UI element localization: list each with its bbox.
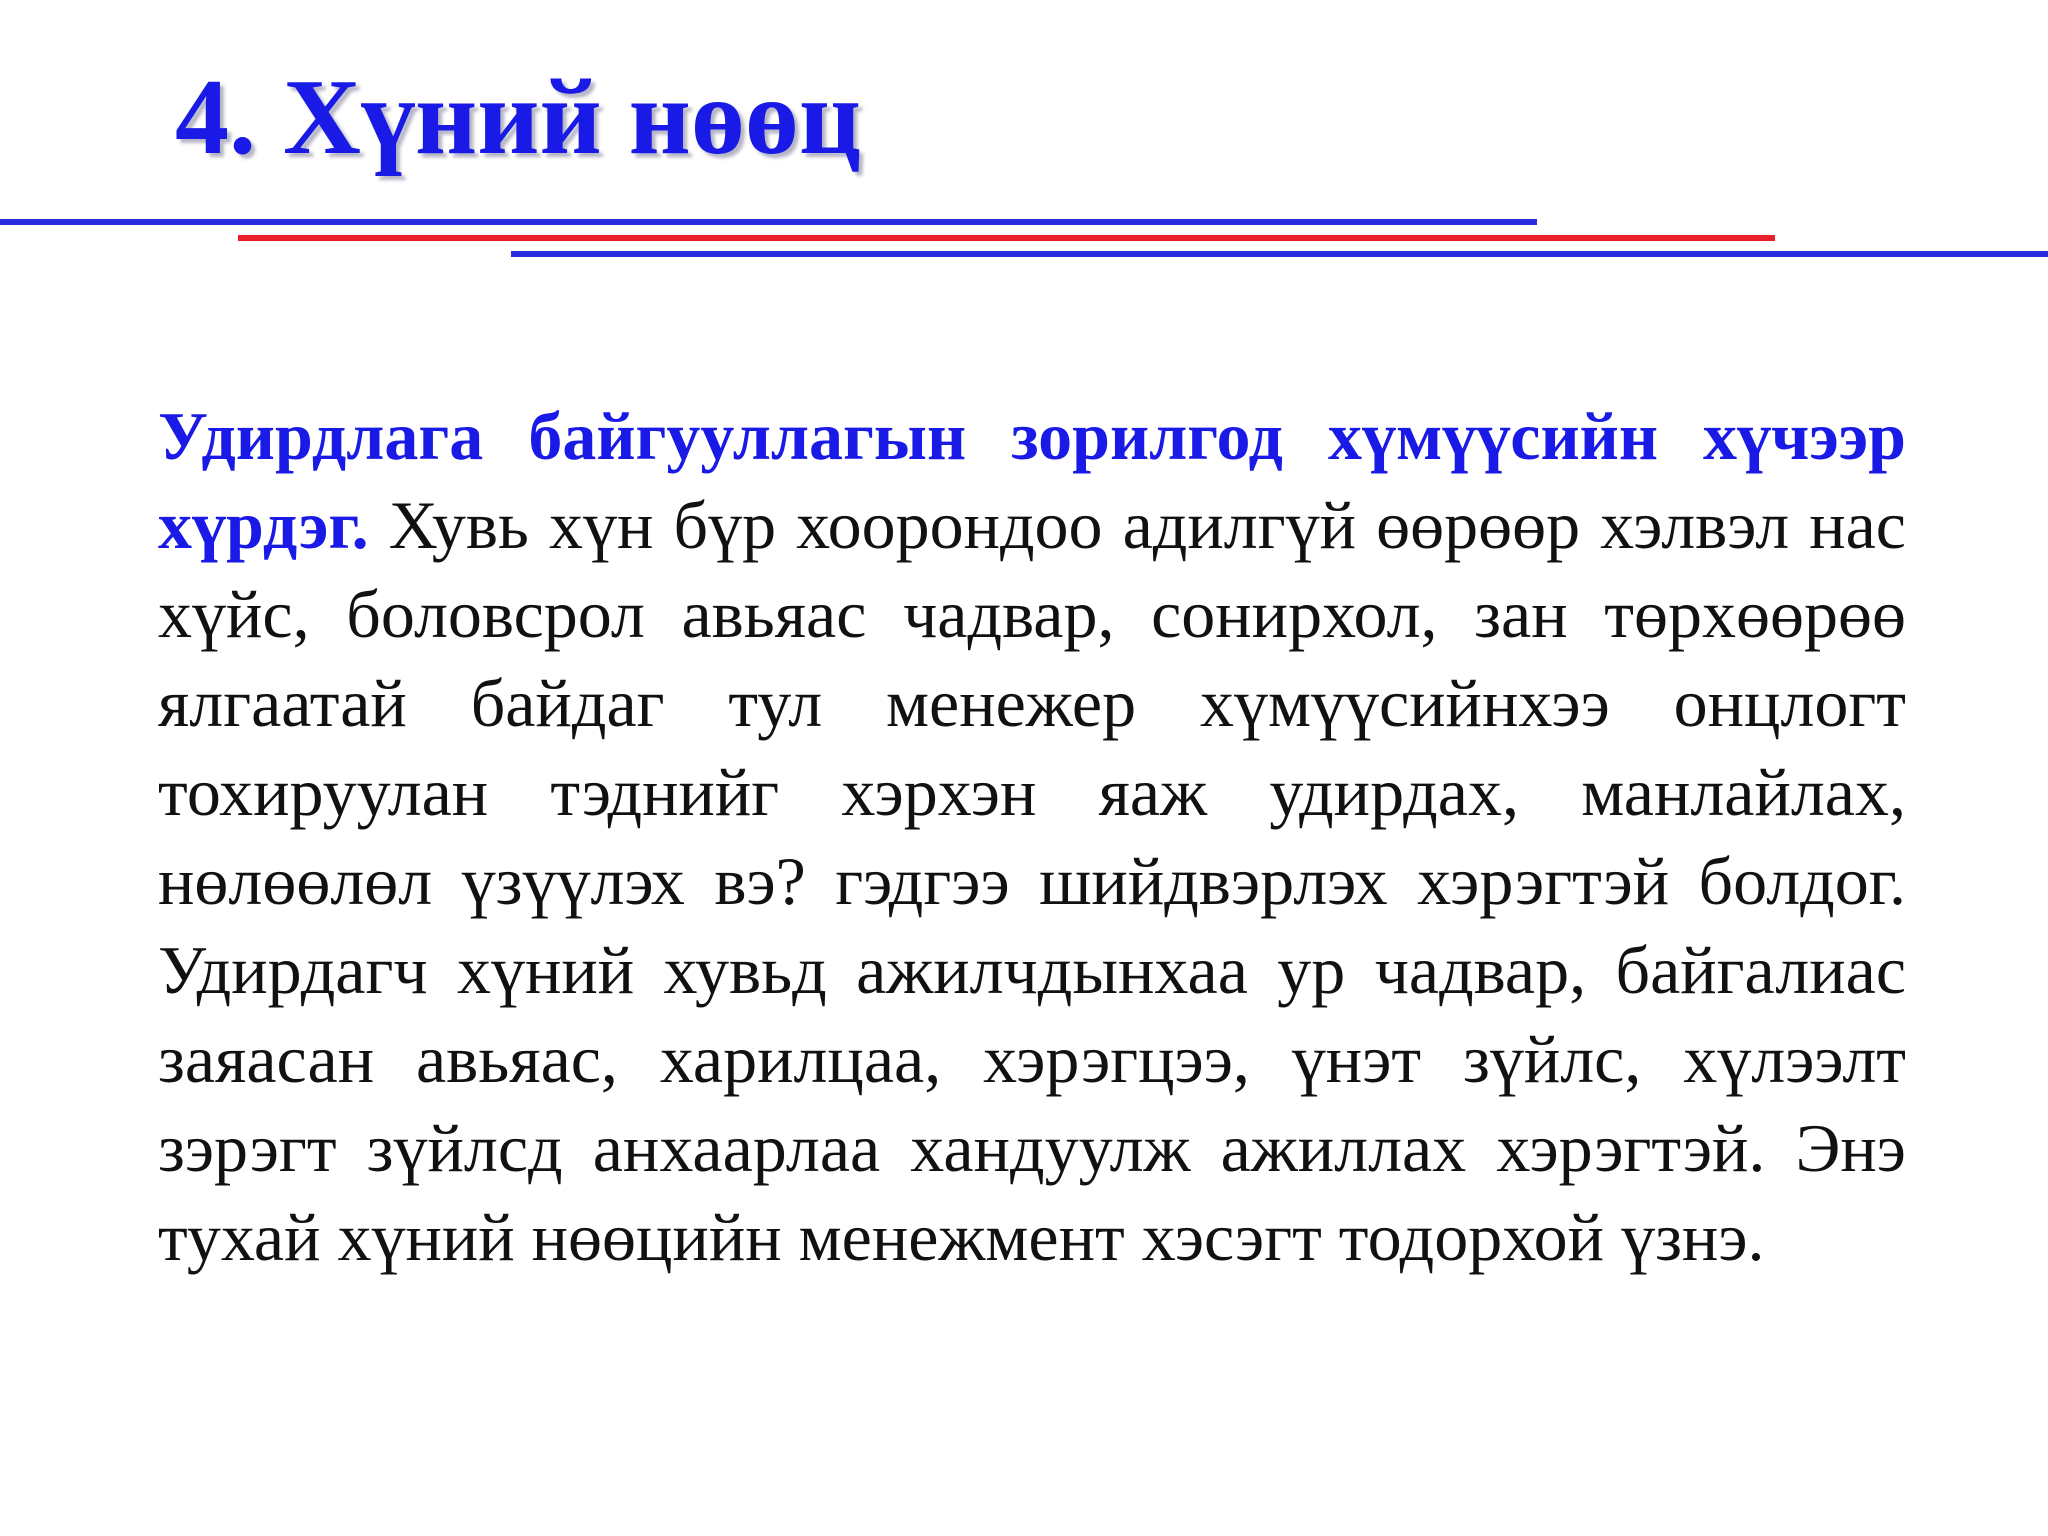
title-underline-blue-top [0, 219, 1537, 225]
body-text: Хувь хүн бүр хоорондоо адилгүй өөрөөр хэлвэл нас хүйс, боловсрол авьяас чадвар, сонирхол, зан төрхөөрөө ялгаатай байдаг тул менежер хүмүүсийнхээ онцлогт тохируулан тэднийг хэрхэн яаж удирдах, манлайлах, нөлөөлөл үзүүлэх вэ? гэдгээ шийдвэрлэх хэрэгтэй болдог. Удирдагч хүний хувьд ажилчдынхаа ур чадвар, байгалиас заяасан авьяас, харилцаа, хэрэгцээ, үнэт зүйлс, хүлээлт зэрэгт зүйлсд анхаарлаа хандуулж ажиллах хэрэгтэй. Энэ тухай хүний нөөцийн менежмент хэсэгт тодорхой үзнэ. [158, 487, 1906, 1275]
slide-title: 4. Хүний нөөц [175, 58, 862, 177]
lead-sentence: Удирдлага байгууллагын зорилгод хүмүүсийн хүчээр хүрдэг. [158, 398, 1906, 563]
title-underline-red [238, 235, 1775, 241]
body-paragraph [158, 392, 1906, 1282]
title-underline-blue-bottom [511, 251, 2048, 257]
